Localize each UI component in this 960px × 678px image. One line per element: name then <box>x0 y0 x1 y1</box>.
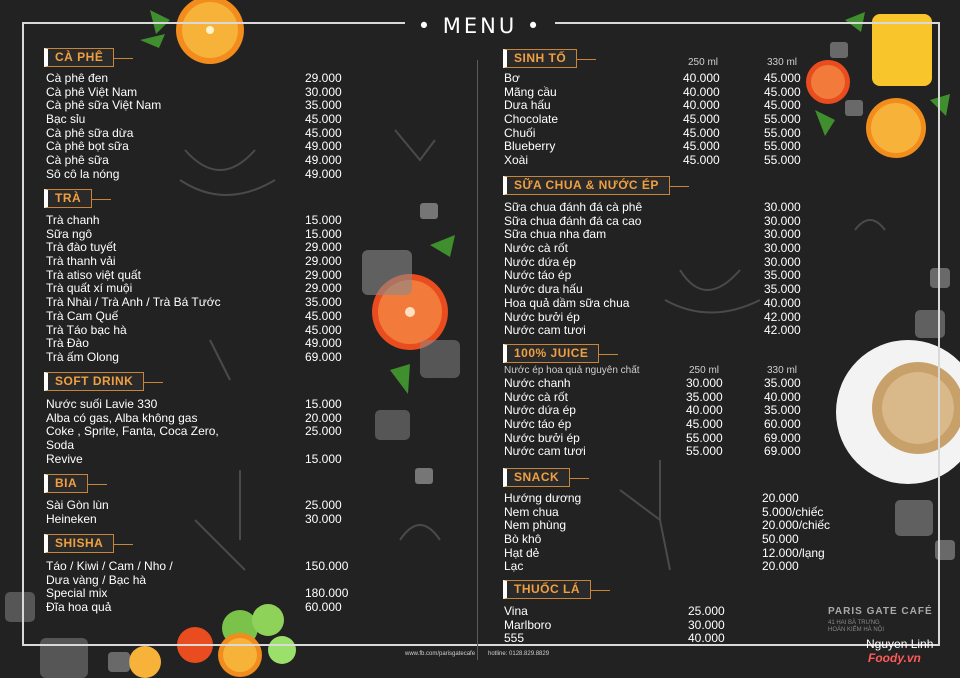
page-title: • MENU • <box>417 14 543 38</box>
item-price: 15.000 <box>305 213 342 227</box>
item-price: 40.000 <box>683 71 720 85</box>
item-price: 35.000 <box>764 268 801 283</box>
item-price: 45.000 <box>683 153 720 168</box>
category-ca-phe <box>44 48 114 67</box>
list-item <box>504 492 834 506</box>
list-item <box>46 154 356 168</box>
item-price: 25.000 <box>688 604 725 618</box>
category-sua-chua <box>503 176 670 195</box>
list-item <box>46 499 356 513</box>
list-item <box>46 513 356 527</box>
item-name: Trà Cam Quế <box>46 308 119 323</box>
list-item <box>504 324 814 338</box>
list-item <box>504 228 814 242</box>
item-name: Revive <box>46 451 83 466</box>
item-name: Vina <box>504 604 528 618</box>
item-name: Heineken <box>46 511 97 526</box>
item-name: Cà phê đen <box>46 71 109 85</box>
list-item <box>46 282 356 296</box>
list-item <box>46 425 356 439</box>
item-price: 42.000 <box>764 309 801 324</box>
size-header-250: 250 ml <box>688 57 719 68</box>
category-soft-drink <box>44 372 144 391</box>
item-price: 5.000/chiếc <box>762 504 824 519</box>
list-item <box>504 140 814 154</box>
list-ca-phe <box>46 72 356 182</box>
item-name: Hoa quả dầm sữa chua <box>504 295 630 310</box>
item-name: Cà phê sữa <box>46 153 109 168</box>
item-price: 15.000 <box>305 397 342 411</box>
item-price: 25.000 <box>305 424 342 439</box>
list-item <box>504 432 814 446</box>
item-name: Nước bưởi ép <box>504 430 580 445</box>
juice-subtitle: Nước ép hoa quả nguyên chất <box>504 365 640 376</box>
item-price: 50.000 <box>762 532 799 547</box>
list-item <box>504 377 814 391</box>
item-name: Trà atiso việt quất <box>46 267 141 282</box>
list-item <box>504 127 814 141</box>
list-item <box>46 99 356 113</box>
list-item <box>46 228 356 242</box>
item-name: Cà phê sữa dừa <box>46 125 134 140</box>
category-title: SOFT DRINK <box>44 372 144 391</box>
item-price: 30.000 <box>686 376 723 390</box>
item-price: 20.000 <box>762 559 799 574</box>
category-tra <box>44 189 92 208</box>
list-item <box>46 601 356 615</box>
size-header-330: 330 ml <box>767 365 798 376</box>
item-price: 40.000 <box>764 389 801 404</box>
list-bia <box>46 499 356 526</box>
item-price: 20.000 <box>762 491 799 505</box>
item-price: 55.000 <box>686 430 723 445</box>
item-name: Lạc <box>504 559 524 574</box>
list-sinh-to <box>504 72 814 168</box>
item-name: Nước chanh <box>504 376 571 390</box>
item-price: 45.000 <box>305 112 342 127</box>
item-name: Trà chanh <box>46 213 100 227</box>
list-item <box>46 351 356 365</box>
item-price: 49.000 <box>305 166 342 181</box>
list-item <box>504 201 814 215</box>
category-title: SHISHA <box>44 534 114 553</box>
item-name: Nước táo ép <box>504 268 572 283</box>
list-item <box>504 113 814 127</box>
facebook-link[interactable]: www.fb.com/parisgatecafe <box>405 651 476 657</box>
item-price: 40.000 <box>683 84 720 99</box>
item-price: 29.000 <box>305 254 342 269</box>
item-name: Marlboro <box>504 617 552 632</box>
item-price: 60.000 <box>305 600 342 615</box>
item-price: 40.000 <box>683 98 720 113</box>
list-item <box>504 297 814 311</box>
list-sua-chua <box>504 201 814 338</box>
item-price: 12.000/lạng <box>762 545 825 560</box>
item-price: 180.000 <box>305 586 349 601</box>
item-price: 25.000 <box>305 498 342 512</box>
brand-address: 41 HAI BÀ TRƯNG HOÀN KIẾM HÀ NỘI <box>828 620 885 633</box>
item-name: Mãng cầu <box>504 84 557 99</box>
item-name: Dưa hấu <box>504 98 551 113</box>
item-name: Trà đào tuyết <box>46 240 117 255</box>
category-sinh-to <box>503 49 577 68</box>
item-name: Sô cô la nóng <box>46 166 120 181</box>
item-price: 55.000 <box>686 444 723 459</box>
list-item <box>46 214 356 228</box>
item-name: Nước cam tươi <box>504 444 586 459</box>
list-item <box>504 605 814 619</box>
item-price: 20.000 <box>305 410 342 425</box>
size-header-250: 250 ml <box>689 365 720 376</box>
list-item <box>46 560 356 574</box>
item-price: 35.000 <box>764 403 801 418</box>
item-price: 29.000 <box>305 240 342 255</box>
category-bia <box>44 474 88 493</box>
item-price: 45.000 <box>683 125 720 140</box>
list-item <box>46 241 356 255</box>
size-header-330: 330 ml <box>767 57 798 68</box>
list-item <box>504 86 814 100</box>
item-price: 69.000 <box>764 430 801 445</box>
list-item <box>46 310 356 324</box>
list-item <box>504 215 814 229</box>
item-price: 45.000 <box>305 125 342 140</box>
item-price: 45.000 <box>764 71 801 85</box>
item-price: 29.000 <box>305 281 342 296</box>
list-tra <box>46 214 356 365</box>
item-price: 69.000 <box>305 349 342 364</box>
category-title: BIA <box>44 474 88 493</box>
list-thuoc-la <box>504 605 814 646</box>
item-price: 35.000 <box>764 376 801 390</box>
category-title: SNACK <box>503 468 570 487</box>
list-item <box>504 311 814 325</box>
item-price: 40.000 <box>764 295 801 310</box>
list-item <box>46 587 356 601</box>
list-item <box>504 619 814 633</box>
list-item <box>504 418 814 432</box>
item-name: Cà phê bọt sữa <box>46 139 129 154</box>
item-name: Soda <box>46 438 75 453</box>
category-title: SỮA CHUA & NƯỚC ÉP <box>503 176 670 195</box>
category-title: SINH TỐ <box>503 49 577 68</box>
category-title: CÀ PHÊ <box>44 48 114 67</box>
item-price: 30.000 <box>764 213 801 228</box>
column-divider <box>477 60 478 660</box>
item-price: 30.000 <box>305 511 342 526</box>
item-price: 45.000 <box>305 308 342 323</box>
list-item <box>504 99 814 113</box>
list-item <box>504 560 834 574</box>
item-price: 150.000 <box>305 559 349 573</box>
item-name: Trà thanh vải <box>46 254 116 269</box>
item-name: Bò khô <box>504 532 542 547</box>
list-item <box>504 547 834 561</box>
item-price: 45.000 <box>686 417 723 432</box>
list-item <box>46 574 356 588</box>
list-item <box>504 391 814 405</box>
list-item <box>46 453 356 467</box>
item-name: Sữa chua đánh đá ca cao <box>504 213 642 228</box>
list-shisha <box>46 560 356 615</box>
item-price: 30.000 <box>764 200 801 214</box>
item-name: Sài Gòn lùn <box>46 498 109 512</box>
item-name: Trà Táo bạc hà <box>46 322 127 337</box>
category-title: THUỐC LÁ <box>503 580 591 599</box>
brand-name: PARIS GATE CAFÉ <box>828 606 933 617</box>
list-item <box>504 445 814 459</box>
category-title: TRÀ <box>44 189 92 208</box>
list-item <box>504 404 814 418</box>
item-price: 45.000 <box>764 84 801 99</box>
item-name: Trà ấm Olong <box>46 349 119 364</box>
list-item <box>46 439 356 453</box>
item-price: 30.000 <box>764 241 801 256</box>
list-item <box>504 283 814 297</box>
list-item <box>504 519 834 533</box>
watermark-author: Nguyen Linh <box>866 637 934 651</box>
item-name: Sữa chua nha đam <box>504 227 607 242</box>
list-item <box>504 256 814 270</box>
item-price: 15.000 <box>305 451 342 466</box>
item-price: 55.000 <box>764 112 801 127</box>
item-price: 49.000 <box>305 153 342 168</box>
item-name: Trà Đào <box>46 336 89 351</box>
item-price: 45.000 <box>305 322 342 337</box>
item-name: Nước suối Lavie 330 <box>46 397 158 411</box>
category-shisha <box>44 534 114 553</box>
list-item <box>504 269 814 283</box>
item-price: 30.000 <box>764 254 801 269</box>
item-name: Special mix <box>46 586 108 601</box>
item-price: 35.000 <box>764 282 801 297</box>
item-price: 69.000 <box>764 444 801 459</box>
item-name: Hạt dẻ <box>504 545 540 560</box>
category-title: 100% JUICE <box>503 344 599 363</box>
watermark-site: Foody.vn <box>868 651 921 665</box>
item-name: Trà quất xí muội <box>46 281 133 296</box>
item-price: 45.000 <box>683 112 720 127</box>
item-price: 49.000 <box>305 139 342 154</box>
item-name: Bơ <box>504 71 520 85</box>
item-name: Cà phê sữa Việt Nam <box>46 98 162 113</box>
item-price: 35.000 <box>686 389 723 404</box>
item-name: Nước bưởi ép <box>504 309 580 324</box>
item-price: 45.000 <box>683 139 720 154</box>
item-price: 20.000/chiếc <box>762 518 831 533</box>
item-price: 55.000 <box>764 139 801 154</box>
item-price: 42.000 <box>764 323 801 338</box>
item-name: Xoài <box>504 153 529 168</box>
category-thuoc-la <box>503 580 591 599</box>
hotline-text: hotline: 0128.829.8829 <box>488 651 550 657</box>
list-item <box>46 398 356 412</box>
item-name: Hướng dương <box>504 491 582 505</box>
item-name: Chuối <box>504 125 536 140</box>
item-name: Đĩa hoa quả <box>46 600 112 615</box>
list-soft-drink <box>46 398 356 466</box>
list-item <box>46 337 356 351</box>
item-name: Blueberry <box>504 139 556 154</box>
item-name: Nước dứa ép <box>504 403 576 418</box>
list-item <box>46 168 356 182</box>
item-price: 60.000 <box>764 417 801 432</box>
item-price: 30.000 <box>688 617 725 632</box>
item-name: Nước cà rốt <box>504 389 568 404</box>
item-price: 29.000 <box>305 267 342 282</box>
item-price: 45.000 <box>764 98 801 113</box>
item-price: 55.000 <box>764 125 801 140</box>
item-name: Trà Nhài / Trà Anh / Trà Bá Tước <box>46 295 221 310</box>
item-price: 29.000 <box>305 71 342 85</box>
list-item <box>46 72 356 86</box>
list-item <box>46 412 356 426</box>
item-name: Bạc sỉu <box>46 112 86 127</box>
list-item <box>504 533 834 547</box>
item-name: Nước cà rốt <box>504 241 568 256</box>
list-item <box>504 242 814 256</box>
list-item <box>46 269 356 283</box>
list-item <box>46 86 356 100</box>
item-price: 49.000 <box>305 336 342 351</box>
item-price: 55.000 <box>764 153 801 168</box>
item-name: Alba có gas, Alba không gas <box>46 410 198 425</box>
list-item <box>46 140 356 154</box>
list-item <box>504 506 834 520</box>
item-name: Nước cam tươi <box>504 323 586 338</box>
item-name: Chocolate <box>504 112 559 127</box>
item-name: Coke , Sprite, Fanta, Coca Zero, <box>46 424 219 439</box>
list-item <box>46 113 356 127</box>
item-name: Nước táo ép <box>504 417 572 432</box>
list-item <box>504 154 814 168</box>
item-name: Sữa ngô <box>46 226 93 241</box>
item-price: 30.000 <box>305 84 342 99</box>
item-price: 40.000 <box>688 631 725 646</box>
category-juice <box>503 344 599 363</box>
list-item <box>46 127 356 141</box>
list-snack <box>504 492 834 574</box>
item-name: Nem chua <box>504 504 559 519</box>
list-item <box>46 296 356 310</box>
item-name: 555 <box>504 631 525 646</box>
list-item <box>504 72 814 86</box>
list-item <box>46 255 356 269</box>
title-text: MENU <box>442 14 518 38</box>
list-item <box>46 324 356 338</box>
item-price: 15.000 <box>305 226 342 241</box>
category-snack <box>503 468 570 487</box>
item-price: 35.000 <box>305 98 342 113</box>
item-price: 40.000 <box>686 403 723 418</box>
item-name: Táo / Kiwi / Cam / Nho / <box>46 559 173 573</box>
item-price: 30.000 <box>764 227 801 242</box>
item-name: Nước dứa ép <box>504 254 576 269</box>
list-juice <box>504 377 814 459</box>
item-name: Nước dưa hấu <box>504 282 583 297</box>
item-name: Dưa vàng / Bạc hà <box>46 572 147 587</box>
item-name: Sữa chua đánh đá cà phê <box>504 200 643 214</box>
item-name: Nem phùng <box>504 518 567 533</box>
item-price: 35.000 <box>305 295 342 310</box>
list-item <box>504 632 814 646</box>
item-name: Cà phê Việt Nam <box>46 84 138 99</box>
